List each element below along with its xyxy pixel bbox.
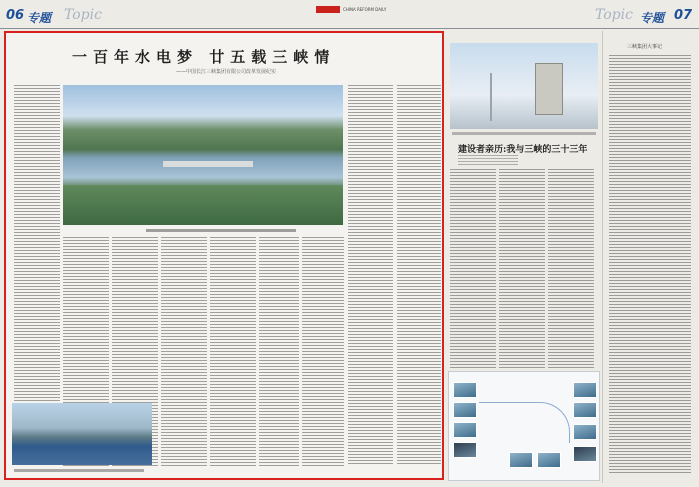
right-article-title: 建设者亲历:我与三峡的三十三年 (458, 145, 588, 155)
photo-caption (452, 132, 596, 135)
text-column (397, 85, 441, 465)
sidebar-title: 三峡集团大事记 (627, 44, 663, 50)
construction-tower-photo (450, 43, 598, 129)
text-column (548, 169, 594, 369)
photo-caption (14, 469, 144, 472)
text-column (14, 85, 60, 403)
text-column (499, 169, 545, 369)
main-article-subtitle: ——中国长江三峡集团有限公司改革发展纪实 (176, 69, 277, 75)
map-thumbnail (453, 382, 477, 398)
left-topic-label: Topic (64, 7, 102, 23)
chronicle-sidebar (602, 31, 695, 483)
map-thumbnail (453, 402, 477, 418)
map-thumbnail (573, 402, 597, 418)
highlighted-article-frame (4, 31, 444, 480)
map-thumbnail (573, 382, 597, 398)
photo-caption (146, 229, 296, 232)
text-column (348, 85, 393, 465)
river-line (479, 402, 570, 443)
map-thumbnail (509, 452, 533, 468)
project-map-graphic (448, 371, 600, 481)
dam-wall (163, 161, 253, 167)
header-rule (0, 28, 699, 29)
map-thumbnail (537, 452, 561, 468)
three-gorges-dam-photo (63, 85, 343, 225)
text-column (259, 237, 299, 467)
masthead-logo (316, 6, 340, 13)
left-page-number: 06 (6, 8, 25, 23)
left-section-label: 专题 (27, 11, 52, 25)
right-topic-label: Topic (595, 7, 633, 23)
hillside (63, 185, 343, 225)
text-column (450, 169, 496, 369)
text-column (161, 237, 207, 467)
byline (458, 155, 518, 165)
map-thumbnail (453, 442, 477, 458)
crane-pole (490, 73, 492, 121)
text-column (210, 237, 256, 467)
tower-structure (535, 63, 563, 115)
right-section-label: 专题 (640, 11, 665, 25)
main-article-title: 一百年水电梦 廿五载三峡情 (72, 48, 336, 66)
text-column (302, 237, 344, 467)
map-thumbnail (573, 446, 597, 462)
page-header (0, 0, 699, 30)
right-page-number: 07 (674, 8, 693, 23)
dam-spillway-photo (12, 403, 152, 465)
map-thumbnail (573, 424, 597, 440)
map-thumbnail (453, 422, 477, 438)
masthead-text: CHINA REFORM DAILY (343, 7, 387, 12)
right-page (448, 31, 696, 483)
chronicle-text (609, 55, 691, 475)
